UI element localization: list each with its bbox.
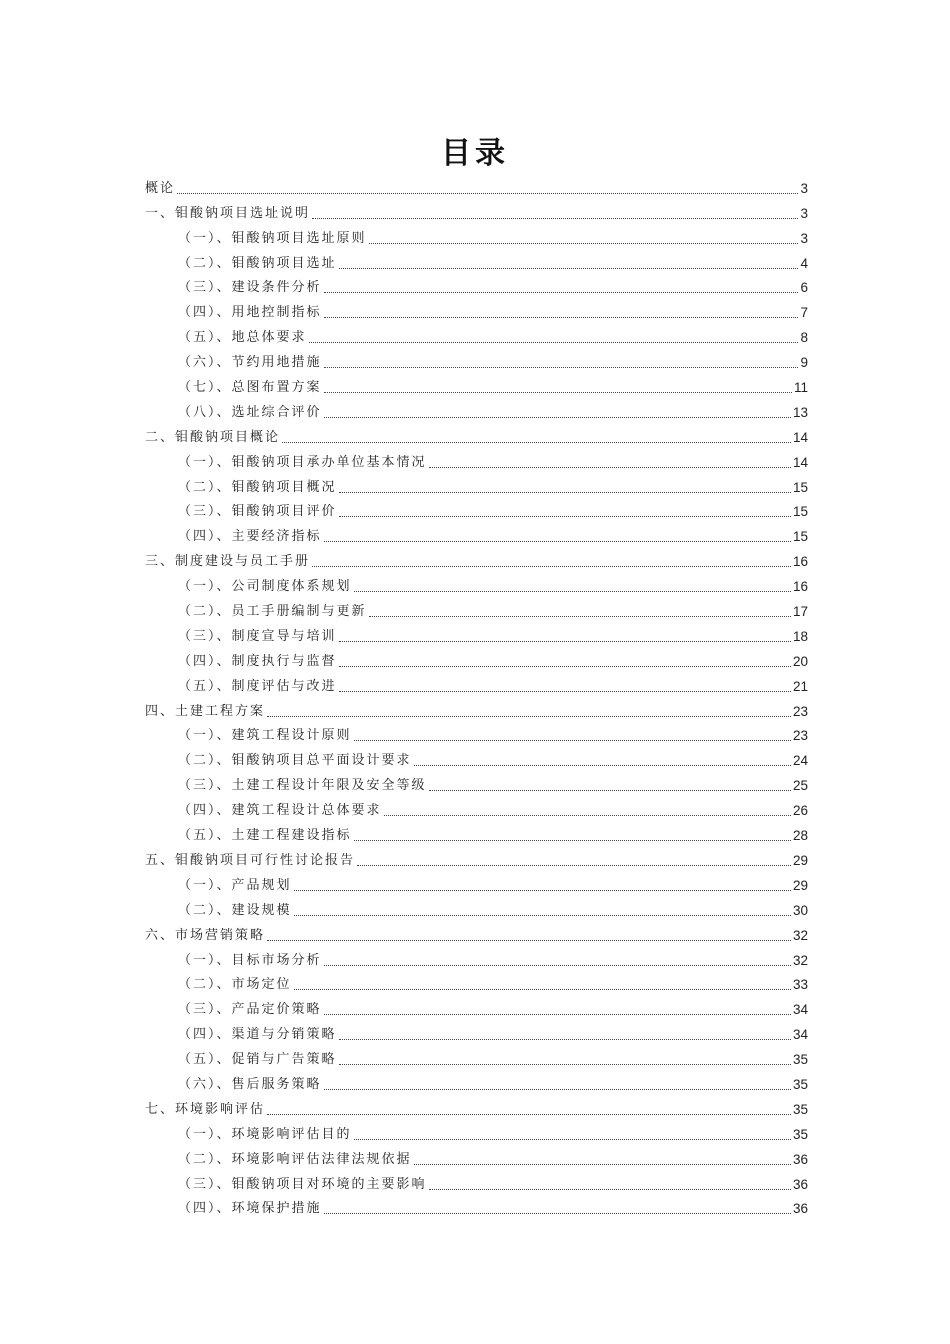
toc-dot-leader xyxy=(324,292,799,293)
toc-entry[interactable] xyxy=(145,473,808,498)
toc-entry-label: （五）、地总体要求 xyxy=(178,330,307,346)
toc-entry-label: 概论 xyxy=(145,180,176,196)
toc-entry[interactable] xyxy=(145,1145,808,1170)
toc-entry-page-number: 35 xyxy=(792,1052,808,1068)
toc-entry-page-number: 36 xyxy=(792,1176,808,1192)
toc-entry-label: （三）、产品定价策略 xyxy=(178,1002,322,1018)
toc-entry-label: （八）、选址综合评价 xyxy=(178,404,322,420)
toc-dot-leader xyxy=(354,740,791,741)
toc-entry-page-number: 36 xyxy=(792,1201,808,1217)
toc-dot-leader xyxy=(312,218,798,219)
toc-dot-leader xyxy=(324,1213,791,1214)
toc-entry[interactable] xyxy=(145,846,808,871)
toc-dot-leader xyxy=(324,317,799,318)
toc-list xyxy=(145,174,808,1219)
toc-entry[interactable] xyxy=(145,547,808,572)
toc-dot-leader xyxy=(324,541,791,542)
toc-entry-page-number: 23 xyxy=(792,703,808,719)
toc-entry-label: （一）、建筑工程设计原则 xyxy=(178,728,352,744)
toc-dot-leader xyxy=(369,616,791,617)
toc-entry-page-number: 15 xyxy=(792,529,808,545)
toc-entry[interactable] xyxy=(145,722,808,747)
toc-dot-leader xyxy=(339,691,791,692)
toc-entry-label: （二）、市场定位 xyxy=(178,977,292,993)
toc-entry-page-number: 4 xyxy=(800,255,808,271)
toc-dot-leader xyxy=(324,417,791,418)
toc-entry[interactable] xyxy=(145,1045,808,1070)
toc-entry-label: （二）、建设规模 xyxy=(178,902,292,918)
toc-entry-label: （二）、员工手册编制与更新 xyxy=(178,604,367,620)
toc-dot-leader xyxy=(339,268,799,269)
toc-entry[interactable] xyxy=(145,448,808,473)
toc-entry[interactable] xyxy=(145,1195,808,1220)
toc-entry-label: （三）、钼酸钠项目对环境的主要影响 xyxy=(178,1176,427,1192)
toc-dot-leader xyxy=(282,442,791,443)
toc-entry-page-number: 8 xyxy=(800,330,808,346)
toc-dot-leader xyxy=(354,1139,791,1140)
toc-entry-page-number: 30 xyxy=(792,902,808,918)
toc-entry-page-number: 34 xyxy=(792,1027,808,1043)
toc-entry-page-number: 29 xyxy=(792,877,808,893)
toc-dot-leader xyxy=(324,367,799,368)
toc-entry-page-number: 24 xyxy=(792,753,808,769)
toc-entry-page-number: 21 xyxy=(792,678,808,694)
toc-entry-label: （五）、制度评估与改进 xyxy=(178,678,337,694)
toc-entry-label: （四）、建筑工程设计总体要求 xyxy=(178,803,382,819)
toc-entry-page-number: 9 xyxy=(800,355,808,371)
toc-entry[interactable] xyxy=(145,398,808,423)
toc-entry-page-number: 6 xyxy=(800,280,808,296)
toc-entry-label: 三、制度建设与员工手册 xyxy=(145,554,311,570)
toc-dot-leader xyxy=(267,716,791,717)
toc-entry[interactable] xyxy=(145,771,808,796)
toc-dot-leader xyxy=(267,940,791,941)
toc-entry[interactable] xyxy=(145,274,808,299)
toc-entry[interactable] xyxy=(145,572,808,597)
toc-entry-page-number: 20 xyxy=(792,653,808,669)
toc-entry[interactable] xyxy=(145,323,808,348)
toc-entry[interactable] xyxy=(145,1095,808,1120)
toc-dot-leader xyxy=(324,1089,791,1090)
toc-entry-label: （三）、建设条件分析 xyxy=(178,280,322,296)
toc-dot-leader xyxy=(414,1164,791,1165)
toc-entry-label: （三）、制度宣导与培训 xyxy=(178,628,337,644)
toc-entry-label: （二）、钼酸钠项目总平面设计要求 xyxy=(178,753,412,769)
toc-dot-leader xyxy=(429,1189,791,1190)
toc-entry-label: 七、环境影响评估 xyxy=(145,1101,266,1117)
toc-entry-page-number: 16 xyxy=(792,554,808,570)
toc-dot-leader xyxy=(312,566,791,567)
toc-entry[interactable] xyxy=(145,995,808,1020)
toc-entry-page-number: 35 xyxy=(792,1076,808,1092)
toc-title: 目录 xyxy=(441,136,509,171)
toc-dot-leader xyxy=(384,815,791,816)
toc-entry[interactable] xyxy=(145,348,808,373)
toc-dot-leader xyxy=(177,193,798,194)
toc-entry[interactable] xyxy=(145,498,808,523)
toc-dot-leader xyxy=(339,666,791,667)
toc-entry[interactable] xyxy=(145,946,808,971)
toc-dot-leader xyxy=(354,840,791,841)
toc-entry[interactable] xyxy=(145,971,808,996)
toc-entry-label: （一）、钼酸钠项目承办单位基本情况 xyxy=(178,454,427,470)
toc-entry-page-number: 32 xyxy=(792,927,808,943)
toc-entry[interactable] xyxy=(145,796,808,821)
toc-entry-page-number: 34 xyxy=(792,1002,808,1018)
toc-entry-label: （二）、钼酸钠项目概况 xyxy=(178,479,337,495)
toc-entry-label: （四）、主要经济指标 xyxy=(178,529,322,545)
toc-entry[interactable] xyxy=(145,224,808,249)
toc-entry-page-number: 14 xyxy=(792,454,808,470)
toc-entry[interactable] xyxy=(145,821,808,846)
toc-entry[interactable] xyxy=(145,298,808,323)
toc-entry-page-number: 3 xyxy=(800,205,808,221)
toc-entry[interactable] xyxy=(145,597,808,622)
toc-entry-label: （一）、环境影响评估目的 xyxy=(178,1126,352,1142)
toc-entry-label: （四）、制度执行与监督 xyxy=(178,653,337,669)
toc-dot-leader xyxy=(339,492,791,493)
toc-entry[interactable] xyxy=(145,199,808,224)
toc-entry[interactable] xyxy=(145,871,808,896)
toc-dot-leader xyxy=(324,1014,791,1015)
toc-entry-page-number: 3 xyxy=(800,180,808,196)
toc-entry[interactable] xyxy=(145,647,808,672)
toc-entry[interactable] xyxy=(145,174,808,199)
toc-entry-page-number: 11 xyxy=(793,380,808,396)
toc-dot-leader xyxy=(267,1114,791,1115)
toc-entry-page-number: 35 xyxy=(792,1101,808,1117)
toc-entry-page-number: 35 xyxy=(792,1126,808,1142)
toc-dot-leader xyxy=(294,915,791,916)
toc-entry[interactable] xyxy=(145,1120,808,1145)
toc-dot-leader xyxy=(324,392,792,393)
toc-entry-label: （四）、渠道与分销策略 xyxy=(178,1027,337,1043)
toc-dot-leader xyxy=(294,989,791,990)
toc-entry-page-number: 7 xyxy=(800,305,808,321)
toc-entry-label: 六、市场营销策略 xyxy=(145,927,266,943)
toc-entry[interactable] xyxy=(145,896,808,921)
toc-dot-leader xyxy=(339,641,791,642)
toc-dot-leader xyxy=(429,467,791,468)
toc-entry-page-number: 15 xyxy=(792,504,808,520)
toc-entry-page-number: 13 xyxy=(792,404,808,420)
toc-entry-page-number: 36 xyxy=(792,1151,808,1167)
toc-entry[interactable] xyxy=(145,249,808,274)
toc-entry-page-number: 29 xyxy=(792,852,808,868)
toc-entry[interactable] xyxy=(145,622,808,647)
toc-entry-page-number: 26 xyxy=(792,803,808,819)
toc-entry-page-number: 28 xyxy=(792,828,808,844)
toc-entry-label: （三）、钼酸钠项目评价 xyxy=(178,504,337,520)
toc-entry-label: （七）、总图布置方案 xyxy=(178,380,322,396)
toc-entry-label: 五、钼酸钠项目可行性讨论报告 xyxy=(145,852,356,868)
toc-entry[interactable] xyxy=(145,746,808,771)
toc-entry-label: 一、钼酸钠项目选址说明 xyxy=(145,205,311,221)
toc-dot-leader xyxy=(294,890,791,891)
toc-entry-label: （五）、促销与广告策略 xyxy=(178,1052,337,1068)
toc-entry-page-number: 18 xyxy=(792,628,808,644)
toc-entry-label: （一）、目标市场分析 xyxy=(178,952,322,968)
toc-entry[interactable] xyxy=(145,921,808,946)
toc-entry-label: 二、钼酸钠项目概论 xyxy=(145,429,281,445)
toc-entry-label: （六）、节约用地措施 xyxy=(178,355,322,371)
toc-entry-label: （一）、公司制度体系规划 xyxy=(178,579,352,595)
toc-dot-leader xyxy=(369,243,799,244)
toc-entry-page-number: 16 xyxy=(792,579,808,595)
toc-entry-page-number: 23 xyxy=(792,728,808,744)
toc-dot-leader xyxy=(324,965,791,966)
toc-entry-page-number: 14 xyxy=(792,429,808,445)
toc-entry-label: （二）、环境影响评估法律法规依据 xyxy=(178,1151,412,1167)
toc-entry[interactable] xyxy=(145,697,808,722)
toc-entry-page-number: 32 xyxy=(792,952,808,968)
toc-entry-label: 四、土建工程方案 xyxy=(145,703,266,719)
toc-dot-leader xyxy=(309,342,799,343)
toc-dot-leader xyxy=(429,790,791,791)
toc-entry-page-number: 25 xyxy=(792,778,808,794)
toc-entry-page-number: 17 xyxy=(792,604,808,620)
toc-entry[interactable] xyxy=(145,1170,808,1195)
toc-dot-leader xyxy=(339,1064,791,1065)
toc-entry[interactable] xyxy=(145,423,808,448)
toc-dot-leader xyxy=(354,591,791,592)
toc-entry-page-number: 33 xyxy=(792,977,808,993)
toc-entry-label: （四）、用地控制指标 xyxy=(178,305,322,321)
toc-dot-leader xyxy=(339,1039,791,1040)
toc-entry-label: （一）、钼酸钠项目选址原则 xyxy=(178,230,367,246)
toc-dot-leader xyxy=(414,765,791,766)
toc-entry-label: （三）、土建工程设计年限及安全等级 xyxy=(178,778,427,794)
toc-entry-page-number: 3 xyxy=(800,230,808,246)
toc-entry[interactable] xyxy=(145,1020,808,1045)
toc-entry[interactable] xyxy=(145,522,808,547)
toc-dot-leader xyxy=(339,516,791,517)
toc-entry-label: （六）、售后服务策略 xyxy=(178,1076,322,1092)
toc-entry[interactable] xyxy=(145,1070,808,1095)
toc-entry-page-number: 15 xyxy=(792,479,808,495)
toc-entry[interactable] xyxy=(145,672,808,697)
toc-entry[interactable] xyxy=(145,373,808,398)
toc-entry-label: （五）、土建工程建设指标 xyxy=(178,828,352,844)
toc-entry-label: （一）、产品规划 xyxy=(178,877,292,893)
toc-dot-leader xyxy=(357,865,791,866)
toc-entry-label: （四）、环境保护措施 xyxy=(178,1201,322,1217)
toc-entry-label: （二）、钼酸钠项目选址 xyxy=(178,255,337,271)
